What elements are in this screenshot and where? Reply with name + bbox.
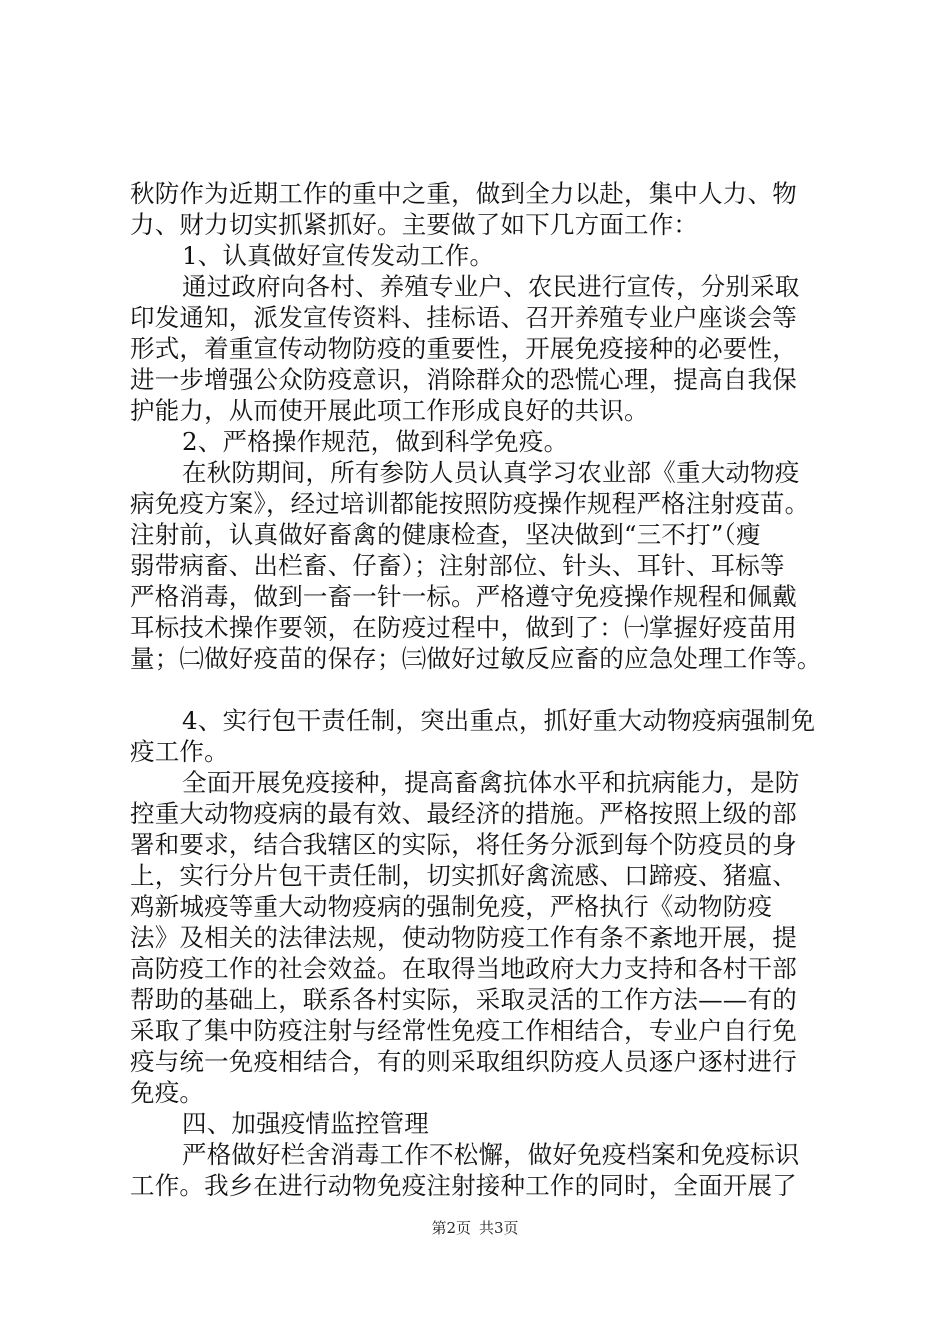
paragraph-line: 形式，着重宣传动物防疫的重要性，开展免疫接种的必要性，: [130, 334, 797, 363]
paragraph-line: 高防疫工作的社会效益。在取得当地政府大力支持和各村干部: [130, 954, 797, 983]
paragraph-line: 免疫。: [130, 1078, 205, 1107]
paragraph-line: 进一步增强公众防疫意识，消除群众的恐慌心理，提高自我保: [130, 365, 797, 394]
paragraph-line: 帮助的基础上，联系各村实际，采取灵活的工作方法——有的: [130, 985, 797, 1014]
paragraph-gap: [130, 674, 830, 705]
paragraph-line: 署和要求，结合我辖区的实际，将任务分派到每个防疫员的身: [130, 830, 797, 859]
paragraph-line: 疫与统一免疫相结合，有的则采取组织防疫人员逐户逐村进行: [130, 1047, 797, 1076]
paragraph-line: 印发通知，派发宣传资料、挂标语、召开养殖专业户座谈会等: [130, 303, 797, 332]
page-total: 共3页: [479, 1219, 519, 1237]
paragraph-line: 严格做好栏舍消毒工作不松懈，做好免疫档案和免疫标识: [182, 1140, 800, 1169]
paragraph-line: 力、财力切实抓紧抓好。主要做了如下几方面工作：: [130, 210, 699, 239]
document-body: [130, 178, 830, 1201]
paragraph-line: 病免疫方案》，经过培训都能按照防疫操作规程严格注射疫苗。: [130, 489, 810, 518]
paragraph-line: 采取了集中防疫注射与经常性免疫工作相结合，专业户自行免: [130, 1016, 797, 1045]
paragraph-line: 弱带病畜、出栏畜、仔畜）；注射部位、针头、耳针、耳标等: [130, 551, 785, 580]
paragraph-line: 工作。我乡在进行动物免疫注射接种工作的同时，全面开展了: [130, 1171, 797, 1200]
paragraph-line: 耳标技术操作要领，在防疫过程中，做到了：㈠掌握好疫苗用: [130, 613, 797, 642]
paragraph-line: 严格消毒，做到一畜一针一标。严格遵守免疫操作规程和佩戴: [130, 582, 797, 611]
section-heading-1: 1、认真做好宣传发动工作。: [182, 241, 495, 270]
paragraph-line: 注射前，认真做好畜禽的健康检查，坚决做到“三不打”（瘦: [130, 520, 761, 549]
paragraph-line: 控重大动物疫病的最有效、最经济的措施。严格按照上级的部: [130, 799, 797, 828]
section-heading-4: 4、实行包干责任制，突出重点，抓好重大动物疫病强制免: [182, 706, 816, 735]
paragraph-line: 在秋防期间，所有参防人员认真学习农业部《重大动物疫: [182, 458, 800, 487]
page-number: 第2页: [431, 1219, 471, 1237]
paragraph-line: 上，实行分片包干责任制，切实抓好禽流感、口蹄疫、猪瘟、: [130, 861, 797, 890]
paragraph-line: 疫工作。: [130, 737, 229, 766]
paragraph-line: 通过政府向各村、养殖专业户、农民进行宣传，分别采取: [182, 272, 800, 301]
paragraph-line: 量；㈡做好疫苗的保存；㈢做好过敏反应畜的应急处理工作等。: [130, 644, 822, 673]
section-heading-2: 2、严格操作规范，做到科学免疫。: [182, 427, 569, 456]
paragraph-line: 护能力，从而使开展此项工作形成良好的共识。: [130, 396, 649, 425]
paragraph-line: 全面开展免疫接种，提高畜禽抗体水平和抗病能力，是防: [182, 768, 800, 797]
page-footer: [0, 1217, 950, 1238]
section-heading-four: 四、加强疫情监控管理: [182, 1109, 429, 1138]
paragraph-line: 法》及相关的法律法规，使动物防疫工作有条不紊地开展，提: [130, 923, 797, 952]
paragraph-line: 秋防作为近期工作的重中之重，做到全力以赴，集中人力、物: [130, 179, 797, 208]
paragraph-line: 鸡新城疫等重大动物疫病的强制免疫，严格执行《动物防疫: [130, 892, 773, 921]
